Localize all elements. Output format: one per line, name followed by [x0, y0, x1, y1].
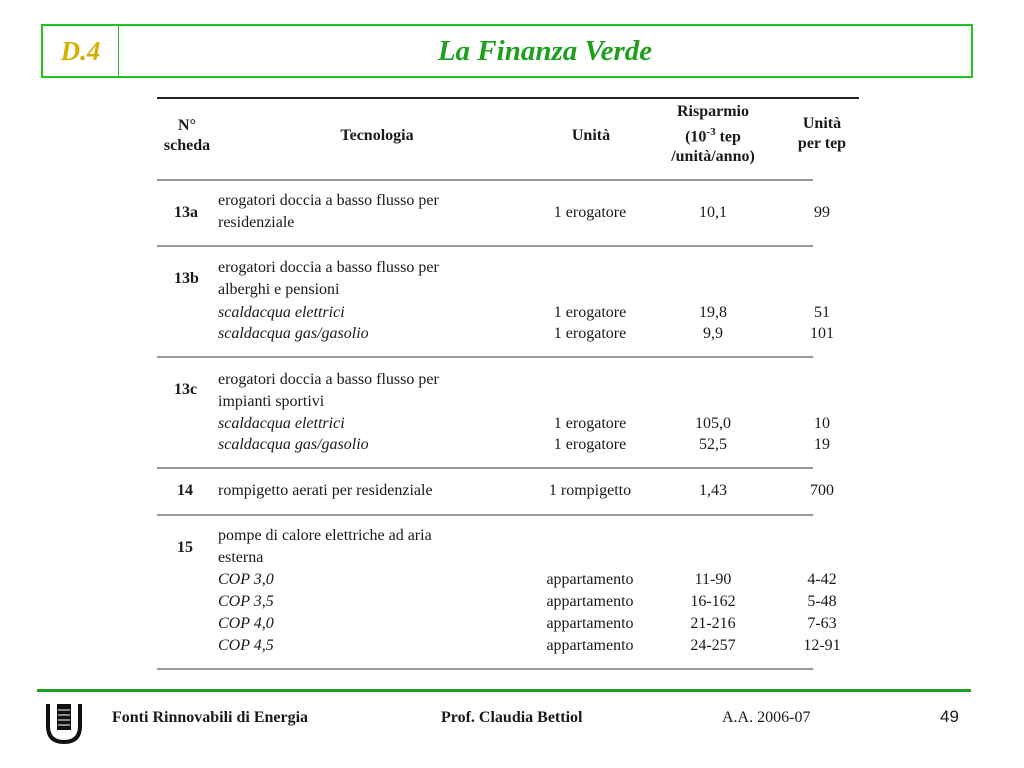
subrow-saving: 105,0 — [695, 415, 731, 432]
subrow-saving: 11-90 — [694, 571, 732, 588]
subrow-technology: scaldacqua gas/gasolio — [218, 325, 369, 342]
row-scheda: 13b — [174, 270, 199, 287]
subrow-per-tep: 12-91 — [803, 637, 841, 654]
subrow-technology: COP 3,0 — [218, 571, 274, 588]
subrow-per-tep: 19 — [814, 436, 830, 453]
row-technology: pompe di calore elettriche ad aria — [218, 527, 432, 544]
row-unit: 1 erogatore — [553, 204, 627, 221]
subrow-saving: 19,8 — [699, 304, 727, 321]
subrow-unit: 1 erogatore — [553, 415, 627, 432]
header-scheda — [158, 116, 216, 156]
footer-year: A.A. 2006-07 — [722, 709, 811, 726]
subrow-saving: 24-257 — [690, 637, 736, 654]
subrow-technology: scaldacqua elettrici — [218, 415, 345, 432]
row-per-tep: 99 — [814, 204, 830, 221]
row-divider — [157, 356, 813, 358]
subrow-technology: scaldacqua gas/gasolio — [218, 436, 369, 453]
row-technology-cont: impianti sportivi — [218, 393, 325, 410]
subrow-technology: COP 4,5 — [218, 637, 274, 654]
row-per-tep: 700 — [810, 482, 834, 499]
subrow-per-tep: 10 — [814, 415, 830, 432]
header-unita-tep-line2: per tep — [797, 135, 847, 152]
page-number: 49 — [940, 707, 959, 726]
subrow-technology: COP 3,5 — [218, 593, 274, 610]
subrow-technology: scaldacqua elettrici — [218, 304, 345, 321]
header-unita-tep-line1: Unità — [802, 115, 842, 132]
row-saving: 10,1 — [699, 204, 727, 221]
subrow-per-tep: 101 — [810, 325, 834, 342]
subrow-unit: appartamento — [546, 593, 634, 610]
university-logo — [44, 700, 84, 746]
row-technology: erogatori doccia a basso flusso per — [218, 259, 439, 276]
subrow-unit: appartamento — [546, 571, 634, 588]
row-divider — [157, 245, 813, 247]
header-risparmio-line1: Risparmio — [677, 103, 749, 120]
footer-professor: Prof. Claudia Bettiol — [441, 709, 583, 726]
header-scheda-line1: N° — [178, 117, 196, 134]
row-scheda: 13a — [174, 204, 198, 221]
row-technology-cont: alberghi e pensioni — [218, 281, 340, 298]
row-scheda: 15 — [177, 539, 193, 556]
row-scheda: 14 — [177, 482, 193, 499]
header-tecnologia: Tecnologia — [340, 127, 414, 144]
subrow-per-tep: 51 — [814, 304, 830, 321]
subrow-saving: 9,9 — [703, 325, 723, 342]
table-bottom-rule — [157, 668, 813, 670]
row-unit: 1 rompigetto — [548, 482, 632, 499]
subrow-technology: COP 4,0 — [218, 615, 274, 632]
subrow-unit: 1 erogatore — [553, 304, 627, 321]
row-technology-cont: residenziale — [218, 214, 295, 231]
header-unita: Unità — [571, 127, 611, 144]
subrow-unit: appartamento — [546, 615, 634, 632]
subrow-saving: 16-162 — [690, 593, 736, 610]
subrow-per-tep: 7-63 — [807, 615, 837, 632]
section-code: D.4 — [43, 26, 119, 76]
header-risparmio-line3: /unità/anno) — [671, 148, 755, 166]
header-unita-per-tep — [786, 114, 858, 154]
row-scheda: 13c — [174, 381, 198, 398]
row-technology: erogatori doccia a basso flusso per — [218, 371, 439, 388]
table-top-rule — [157, 97, 859, 99]
slide-header — [41, 24, 973, 78]
row-technology-cont: esterna — [218, 549, 264, 566]
row-divider — [157, 467, 813, 469]
row-divider — [157, 179, 813, 181]
subrow-saving: 52,5 — [699, 436, 727, 453]
footer-rule — [37, 689, 971, 692]
subrow-saving: 21-216 — [690, 615, 736, 632]
header-risparmio-line2: ($10^{-3}$ tep — [685, 126, 741, 146]
header-risparmio — [652, 102, 774, 167]
subrow-unit: 1 erogatore — [553, 325, 627, 342]
row-technology: erogatori doccia a basso flusso per — [218, 192, 439, 209]
subrow-per-tep: 4-42 — [807, 571, 837, 588]
row-divider — [157, 514, 813, 516]
footer-course: Fonti Rinnovabili di Energia — [112, 709, 309, 726]
header-scheda-line2: scheda — [163, 137, 211, 154]
subrow-unit: appartamento — [546, 637, 634, 654]
row-saving: 1,43 — [699, 482, 727, 499]
subrow-unit: 1 erogatore — [553, 436, 627, 453]
slide-title: La Finanza Verde — [437, 35, 653, 67]
row-technology: rompigetto aerati per residenziale — [218, 482, 433, 499]
subrow-per-tep: 5-48 — [807, 593, 837, 610]
